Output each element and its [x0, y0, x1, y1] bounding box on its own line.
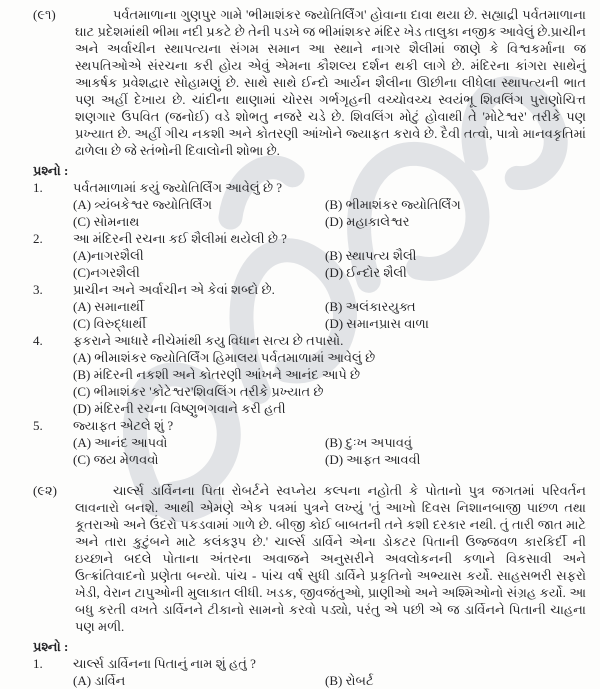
option: (A) સમાનાર્થી	[73, 299, 144, 314]
question-number: 4.	[33, 333, 43, 348]
option: (B) સ્થાપત્ય શૈલી	[325, 248, 417, 263]
option: (A) ત્ર્યંબકેશ્વર જ્યોતિર્લિંગ	[73, 197, 212, 212]
question-3	[33, 281, 586, 332]
option: (B) અલંકારયુક્ત	[325, 299, 416, 314]
option: (C) ભીમાશંકર 'કોટેશ્વર'શિવલિંગ તરીકે પ્રખ્યાત છે	[73, 384, 324, 399]
questions-heading-1: પ્રશ્નો :	[33, 163, 69, 178]
passage-91-label: (૯૧)	[33, 7, 56, 22]
option: (D) આફત આવવી	[325, 452, 421, 467]
option: (C) જય મેળવવો	[73, 452, 159, 467]
question-1	[33, 179, 586, 230]
question-6	[33, 655, 586, 689]
question-number: 5.	[33, 418, 43, 433]
section-gap	[33, 468, 586, 482]
question-text: પ્રાચીન અને અર્વાચીન એ કેવાં શબ્દો છે.	[73, 282, 275, 297]
option: (C)નગરશૈલી	[73, 265, 140, 280]
option: (A) ડાર્વિન	[73, 673, 126, 688]
passage-92-text: ચાર્લ્સ ડાર્વિનના પિતા રોબર્ટને સ્વપ્નેય કલ્પના નહોતી કે પોતાનો પુત્ર જગતમાં પરિવર્તન લાવનારો બનશે. આથી એમણે એક પત્રમાં પુત્રને લખ્યું 'તું આખો દિવસ નિશાનબાજી પાછળ તથા કૂતરાઓ અને ઉંદરો પકડવામાં ગાળે છે. બીજી કોઈ બાબતની તને કશી દરકાર નથી. તું તારી જાત માટે અને તારા કુટુંબને માટે કલંકરૂપ છે.' ચાર્લ્સ ડાર્વિને એના ડોકટર પિતાની ઉજ્જવળ કારકિર્દી ની ઇચ્છાને બદલે પોતાના અંતરના અવાજને અનુસરીને અવલોકનની કળાને વિકસાવી અને ઉત્ક્રાંતિવાદનો પ્રણેતા બન્યો. પાંચ - પાંચ વર્ષ સુધી ડાર્વિને પ્રકૃતિનો અભ્યાસ કર્યો. સાહસભરી સફરો ખેડી, વેરાન ટાપુઓની મુલાકાત લીધી. ખડક, જીવજંતુઓ, પ્રાણીઓ અને અશ્મિઓનો સંગ્રહ કર્યો. આ બધુ કરતી વખતે ડાર્વિનને ટીકાનો સામનો કરવો પડ્યો, પરંતુ એ પછી એ જ ડાર્વિનને પિતાની ચાહના પણ મળી.	[75, 483, 586, 634]
question-text: ચાર્લ્સ ડાર્વિનના પિતાનું નામ શું હતું ?	[73, 656, 256, 671]
option: (A) ભીમાશંકર જ્યોતિર્લિંગ હિમાલય પર્વતમાળામાં આવેલું છે	[73, 350, 376, 365]
question-text: ફકરાને આધારે નીચેમાંથી કયુ વિધાન સત્ય છે તપાસો.	[73, 333, 344, 348]
option: (A) આનંદ આપવો	[73, 435, 168, 450]
question-number: 1.	[33, 656, 43, 671]
question-number: 1.	[33, 180, 43, 195]
option: (D) ઈન્દોર શૈલી	[325, 265, 407, 280]
question-4	[33, 332, 586, 417]
question-5	[33, 417, 586, 468]
option: (A)નાગરશૈલી	[73, 248, 144, 263]
question-2	[33, 230, 586, 281]
question-number: 2.	[33, 231, 43, 246]
option: (B) રોબર્ટ	[325, 673, 374, 688]
option: (B) ભીમાશંકર જ્યોતિર્લિંગ	[325, 197, 461, 212]
passage-92-label: (૯૨)	[33, 483, 57, 498]
option: (C) વિરુદ્ધાર્થી	[73, 316, 147, 331]
question-text: જ્યાફત એટલે શું ?	[73, 418, 174, 433]
passage-91	[33, 6, 586, 159]
question-text: આ મંદિરની રચના કઈ શૈલીમાં થયેલી છે ?	[73, 231, 287, 246]
question-text: પર્વતમાળામાં કયું જ્યોતિર્લિંગ આવેલું છે ?	[73, 180, 283, 195]
option: (B) મંદિરની નકશી અને કોતરણી આંખને આનંદ આપે છે	[73, 367, 361, 382]
option: (D) મંદિરની રચના વિષ્ણુભગવાને કરી હતી	[73, 401, 286, 416]
passage-91-text: પર્વતમાળાના ગુણપુર ગામે 'ભીમાશંકર જ્યોતિર્લિંગ' હોવાના દાવા થયા છે. સહ્યાદ્રી પર્વતમાળાના ઘાટ પ્રદેશમાંથી ભીમા નદી પ્રકટે છે તેની પડખે જ ભીમાંશકર મંદિર ખેડ તાલુકા નજીક આવેલું છે.પ્રાચીન અને અર્વાચીન સ્થાપત્યના સંગમ સમાન આ સ્થાને નાગર શૈલીમાં જાણે કે વિશ્વકર્માના જ સ્થપતિઓએ સંરચના કરી હોય એવું એમના કૌશલ્ય દર્શન થકી લાગે છે. મંદિરના કાંગરા સાથેનું આકર્ષક પ્રવેશદ્વાર સોહામણું છે. સાથે સાથે ઈન્દો આર્યન શૈલીના ઊછીના લીધેલા સ્થાપત્યની ભાત પણ અહીં દેખાય છે. ચાંદીના થાણામાં ચોરસ ગર્ભગૃહની વચ્ચોવચ્ચ સ્વયંભૂ શિવલિંગ પુરાણોચિત્ત શણગાર ઉપવિત (જનોઈ) વડે શોભતુ નજરે ચડે છે. શિવલિંગ મોટું હોવાથી તે 'મોટેશ્વર' તરીકે પણ પ્રખ્યાત છે. અહીં ગીચ નકશી અને કોતરણી આંખોને જ્યાફત કરાવે છે. દૈવી તત્વો, પાત્રો માનવકૃતિમાં ઢાળેલા છે જે સ્તંભોની દિવાલોની શોભા છે.	[75, 7, 586, 158]
option: (D) સમાનપ્રાસ વાળા	[325, 316, 429, 331]
passage-92	[33, 482, 586, 635]
question-number: 3.	[33, 282, 43, 297]
option: (D) મહાકાલેશ્વર	[325, 214, 410, 229]
option: (C) સોમનાથ	[73, 214, 140, 229]
questions-heading-2: પ્રશ્નો :	[33, 639, 69, 654]
option: (B) દુઃખ અપાવવું	[325, 435, 413, 450]
